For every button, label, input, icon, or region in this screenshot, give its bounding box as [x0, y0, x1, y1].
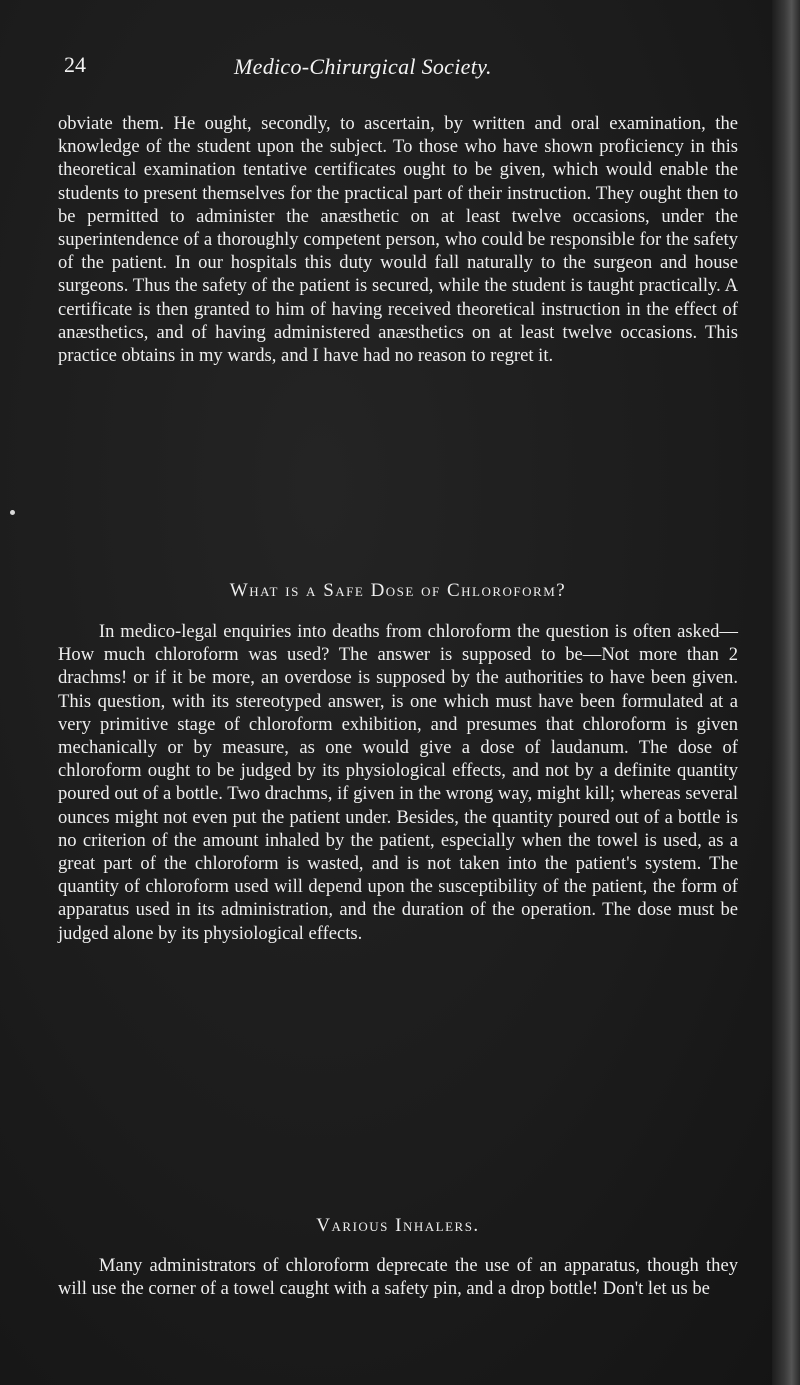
page-edge-shadow	[772, 0, 800, 1385]
margin-dot	[10, 510, 15, 515]
page-header	[64, 52, 744, 82]
paragraph-safe-dose: In medico-legal enquiries into deaths from chloroform the question is often asked—How much chloroform was used? The answer is supposed to be—Not more than 2 drachms! or if it be more, an overdose is supposed by the authorities to have been given. This question, with its stereotyped answer, is one which must have been formulated at a very primitive stage of chloroform exhibition, and presumes that chloroform is given mechanically or by measure, as one would give a dose of laudanum. The dose of chloroform ought to be judged by its physiological effects, and not by a definite quantity poured out of a bottle. Two drachms, if given in the wrong way, might kill; whereas several ounces might not even put the patient under. Besides, the quantity poured out of a bottle is no criterion of the amount inhaled by the patient, especially when the towel is used, as a great part of the chloroform is wasted, and is not taken into the patient's system. The quantity of chloroform used will depend upon the susceptibility of the patient, the form of apparatus used in its administration, and the duration of the operation. The dose must be judged alone by its physiological effects.	[58, 621, 738, 944]
section-heading-inhalers: Various Inhalers.	[316, 1215, 480, 1236]
section-heading-safe-dose: What is a Safe Dose of Chloroform?	[229, 580, 567, 601]
paragraph-continued: obviate them. He ought, secondly, to ascertain, by written and oral examination, the knowledge of the student upon the subject. To those who have shown proficiency in this theoretical examination tentative certificates ought to be given, which would enable the students to present themselves for the practical part of their instruction. They ought then to be permitted to administer the anæsthetic on at least twelve occasions, under the superintendence of a thoroughly competent person, who could be responsible for the safety of the patient. In our hospitals this duty would fall naturally to the surgeon and house surgeons. Thus the safety of the patient is secured, while the student is taught practically. A certificate is then granted to him of having received theoretical instruction in the effect of anæsthetics, and of having administered anæsthetics on at least twelve occasions. This practice obtains in my wards, and I have had no reason to regret it.	[58, 113, 738, 367]
page-number: 24	[64, 52, 86, 77]
running-head: Medico-Chirurgical Society.	[234, 54, 492, 79]
paragraph-inhalers: Many administrators of chloroform deprecate the use of an apparatus, though they will use the corner of a towel caught with a safety pin, and a drop bottle! Don't let us be	[58, 1255, 738, 1300]
